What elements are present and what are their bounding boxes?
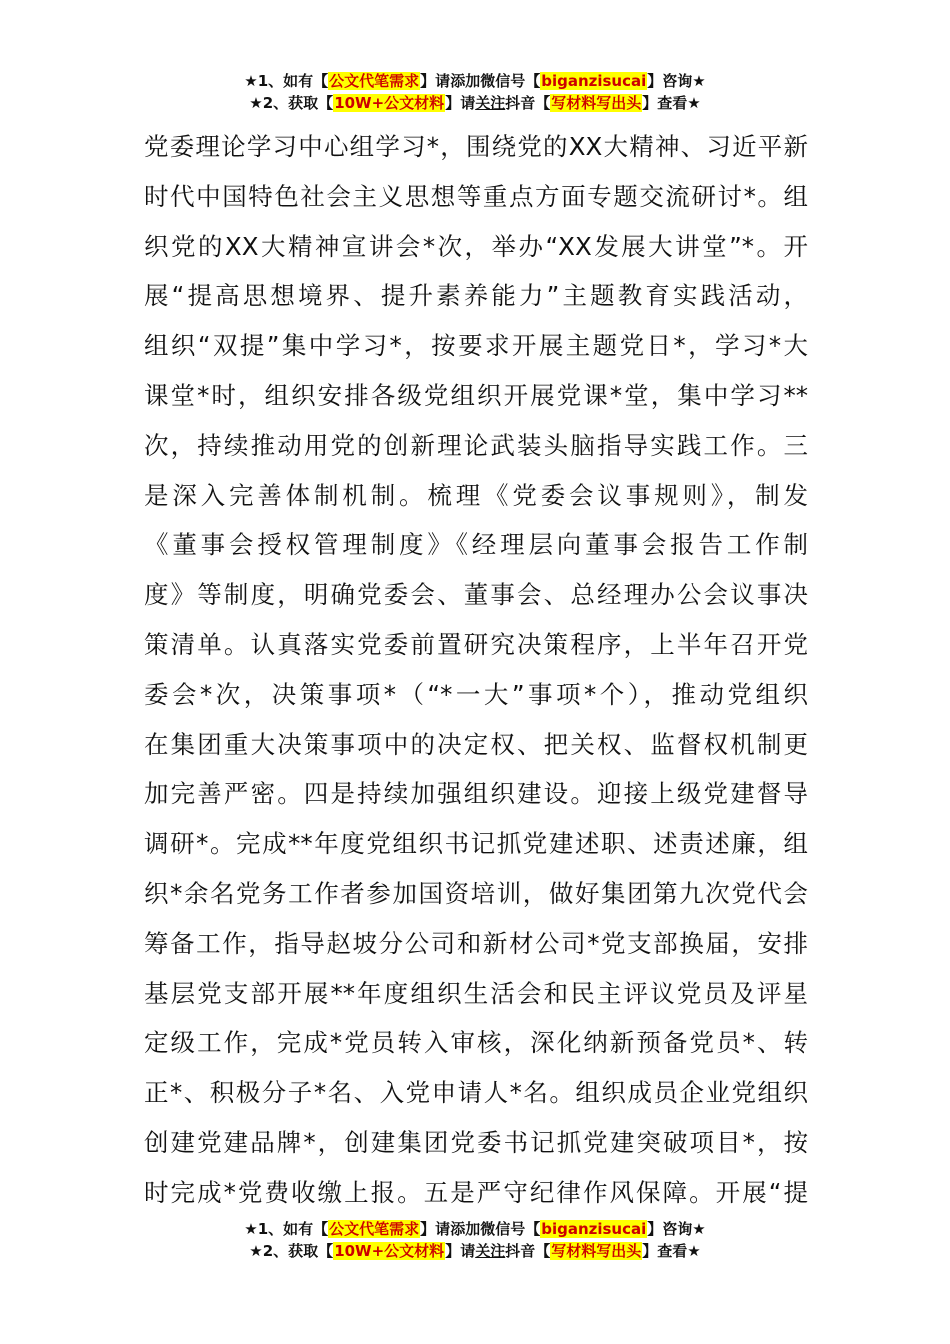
body-line: 定级工作，完成*党员转入审核，深化纳新预备党员*、转 — [144, 1028, 808, 1058]
banner-text: 】请 — [445, 94, 476, 112]
body-line: 《董事会授权管理制度》《经理层向董事会报告工作制 — [144, 530, 808, 560]
banner-highlight: 10W+公文材料 — [334, 94, 445, 112]
banner-highlight: biganzisucai — [541, 72, 647, 90]
banner-emphasis: 添加 — [450, 72, 481, 90]
banner-text: 】咨询★ — [647, 1220, 706, 1238]
banner-highlight: 写材料写出头 — [551, 1242, 642, 1260]
banner-highlight: 公文代笔需求 — [329, 72, 420, 90]
body-line: 筹备工作，指导赵坡分公司和新材公司*党支部换届，安排 — [144, 928, 808, 958]
body-line: 调研*。完成**年度党组织书记抓党建述职、述责述廉，组 — [144, 829, 808, 859]
body-line: 基层党支部开展**年度组织生活会和民主评议党员及评星 — [144, 978, 808, 1008]
body-line: 时完成*党费收缴上报。五是严守纪律作风保障。开展“提 — [144, 1177, 808, 1207]
banner-text: ★1、如有【 — [244, 1220, 329, 1238]
banner-text: 抖音【 — [505, 1242, 551, 1260]
banner-text: ★2、获取【 — [249, 1242, 334, 1260]
banner-text: 微信号【 — [480, 72, 541, 90]
body-line: 加完善严密。四是持续加强组织建设。迎接上级党建督导 — [144, 779, 808, 809]
banner-line-1 — [0, 70, 950, 92]
body-line: 组织“双提”集中学习*，按要求开展主题党日*，学习*大 — [144, 331, 808, 361]
body-line: 织党的XX大精神宣讲会*次，举办“XX发展大讲堂”*。开 — [144, 231, 808, 261]
body-line: 正*、积极分子*名、入党申请人*名。组织成员企业党组织 — [144, 1078, 808, 1108]
body-line: 次，持续推动用党的创新理论武装头脑指导实践工作。三 — [144, 430, 808, 460]
banner-line-2 — [0, 1240, 950, 1262]
body-line: 展“提高思想境界、提升素养能力”主题教育实践活动， — [144, 281, 808, 311]
banner-text: 微信号【 — [480, 1220, 541, 1238]
body-line: 党委理论学习中心组学习*，围绕党的XX大精神、习近平新 — [144, 132, 808, 161]
body-line: 时代中国特色社会主义思想等重点方面专题交流研讨*。组 — [144, 181, 808, 211]
body-line: 是深入完善体制机制。梳理《党委会议事规则》，制发 — [144, 480, 808, 510]
banner-text: 】请 — [420, 72, 451, 90]
banner-highlight: 10W+公文材料 — [334, 1242, 445, 1260]
banner-text: 】请 — [420, 1220, 451, 1238]
banner-emphasis: 关注 — [475, 1242, 506, 1260]
banner-line-1 — [0, 1218, 950, 1240]
banner-text: ★2、获取【 — [249, 94, 334, 112]
document-body — [144, 122, 808, 1218]
banner-text: 】查看★ — [642, 1242, 701, 1260]
banner-text: 】查看★ — [642, 94, 701, 112]
body-line: 创建党建品牌*，创建集团党委书记抓党建突破项目*，按 — [144, 1127, 808, 1157]
body-line: 课堂*时，组织安排各级党组织开展党课*堂，集中学习** — [144, 380, 808, 410]
banner-highlight: biganzisucai — [541, 1220, 647, 1238]
body-line: 策清单。认真落实党委前置研究决策程序，上半年召开党 — [144, 629, 808, 659]
body-line: 织*余名党务工作者参加国资培训，做好集团第九次党代会 — [144, 878, 808, 908]
body-line: 委会*次，决策事项*（“*一大”事项*个），推动党组织 — [144, 679, 808, 709]
banner-text: 抖音【 — [505, 94, 551, 112]
top-banner — [0, 70, 950, 114]
banner-emphasis: 添加 — [450, 1220, 481, 1238]
banner-highlight: 写材料写出头 — [551, 94, 642, 112]
banner-text: ★1、如有【 — [244, 72, 329, 90]
banner-text: 】请 — [445, 1242, 476, 1260]
banner-highlight: 公文代笔需求 — [329, 1220, 420, 1238]
banner-emphasis: 关注 — [475, 94, 506, 112]
body-line: 度》等制度，明确党委会、董事会、总经理办公会议事决 — [144, 580, 808, 610]
banner-text: 】咨询★ — [647, 72, 706, 90]
banner-line-2 — [0, 92, 950, 114]
bottom-banner — [0, 1218, 950, 1262]
body-line: 在集团重大决策事项中的决定权、把关权、监督权机制更 — [144, 729, 808, 759]
